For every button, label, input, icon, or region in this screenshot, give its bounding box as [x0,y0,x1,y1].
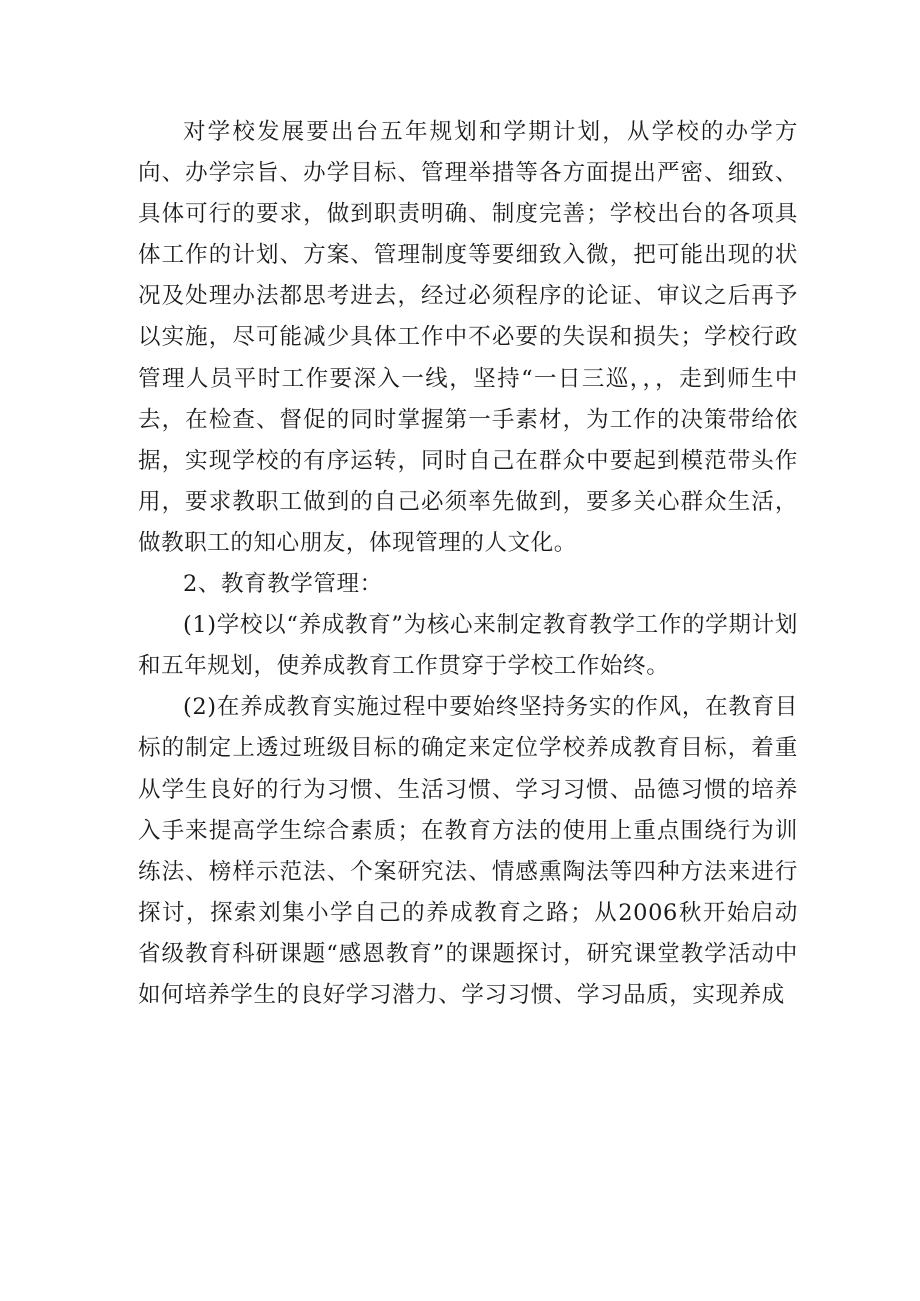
section-heading-teaching-management: 2、教育教学管理： [183,571,383,598]
paragraph-item-1: (1)学校以“养成教育”为核心来制定教育教学工作的学期计划和五年规划，使养成教育工作贯穿于学校工作始终。 [138,612,798,680]
paragraph-item-2: (2)在养成教育实施过程中要始终坚持务实的作风，在教育目标的制定上透过班级目标的确定来定位学校养成教育目标，着重从学生良好的行为习惯、生活习惯、学习习惯、品德习惯的培养入手来提高学生综合素质；在教育方法的使用上重点围绕行为训练法、榜样示范法、个案研究法、情感熏陶法等四种方法来进行探讨，探索刘集小学自己的养成教育之路；从2006秋开始启动省级教育科研课题“感恩教育”的课题探讨，研究课堂教学活动中如何培养学生的良好学习潜力、学习习惯、学习品质，实现养成 [138,694,798,1008]
paragraph-management-requirements: 对学校发展要出台五年规划和学期计划，从学校的办学方向、办学宗旨、办学目标、管理举措等各方面提出严密、细致、具体可行的要求，做到职责明确、制度完善；学校出台的各项具体工作的计划、方案、管理制度等要细致入微，把可能出现的状况及处理办法都思考进去，经过必须程序的论证、审议之后再予以实施，尽可能减少具体工作中不必要的失误和损失；学校行政管理人员平时工作要深入一线，坚持“一日三巡，，，走到师生中去，在检查、督促的同时掌握第一手素材，为工作的决策带给依据，实现学校的有序运转，同时自己在群众中要起到模范带头作用，要求教职工做到的自己必须率先做到，要多关心群众生活，做教职工的知心朋友，体现管理的人文化。 [138,119,798,556]
document-body [138,112,798,1016]
